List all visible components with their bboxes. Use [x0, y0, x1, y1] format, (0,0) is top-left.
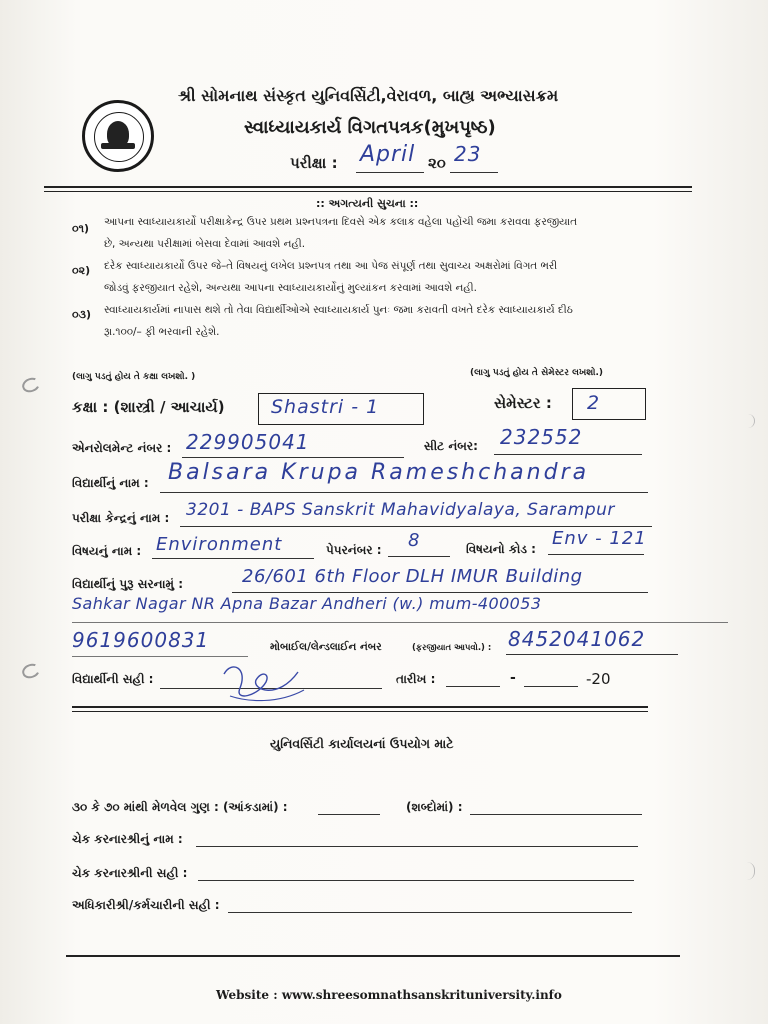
class-label: કક્ષા : (શાસ્ત્રી / આચાર્ય): [72, 398, 225, 416]
instruction-text: છે, અન્યથા પરીક્ષામાં બેસવા દેવામાં આવશે નહી.: [104, 238, 305, 250]
marks-words-label: (શબ્દોમાં) :: [406, 800, 463, 814]
enrollment-label: એનરોલમેન્ટ નંબર :: [72, 441, 172, 455]
marks-label: ૩૦ કે ૭૦ માંથી મેળવેલ ગુણ : (આંકડામાં) :: [72, 800, 288, 814]
instructions-heading: :: અગત્યની સુચના ::: [316, 197, 419, 210]
semester-label: સેમેસ્ટર :: [494, 394, 552, 412]
seat-value[interactable]: 232552: [500, 425, 583, 449]
date-label: તારીખ :: [396, 672, 436, 686]
paper-number-label: પેપરનંબર :: [326, 543, 382, 557]
checker-name-label: ચેક કરનારશ્રીનું નામ :: [72, 832, 183, 846]
date-year: -20: [586, 670, 611, 688]
class-value: Shastri - 1: [271, 396, 380, 418]
enrollment-value[interactable]: 229905041: [186, 430, 310, 454]
phone-value[interactable]: 9619600831: [72, 628, 210, 652]
university-seal-icon: [82, 100, 154, 172]
subject-code-label: વિષયનો કોડ :: [466, 542, 536, 556]
semester-value: 2: [587, 392, 601, 414]
mobile-label: મોબાઈલ/લેન્ડલાઈન નંબર: [270, 641, 382, 653]
student-name-value[interactable]: Balsara Krupa Rameshchandra: [168, 460, 590, 485]
binder-hole-icon: [20, 661, 42, 680]
instruction-text: સ્વાધ્યાયકાર્યમાં નાપાસ થશે તો તેવા વિદ્યાર્થીઓએ સ્વાધ્યાયકાર્ય પુનઃ જમા કરાવતી વખતે દરેક સ્વાધ્યાયકાર્ય દીઠ: [104, 304, 573, 316]
exam-label: પરીક્ષા :: [290, 154, 338, 172]
instruction-text: જોડવું ફરજીયાત રહેશે, અન્યથા આપના સ્વાધ્યાયકાર્યોનું મુલ્યાંકન કરવામાં આવશે નહી.: [104, 282, 477, 294]
class-box[interactable]: [258, 393, 424, 425]
semester-box[interactable]: [572, 388, 646, 420]
student-signature-label: વિદ્યાર્થીની સહી :: [72, 672, 154, 686]
student-name-label: વિદ્યાર્થીનું નામ :: [72, 476, 149, 490]
seat-label: સીટ નંબર:: [424, 439, 478, 453]
exam-month-value: April: [360, 142, 416, 167]
semester-hint: (લાગુ પડતું હોય તે સેમેસ્ટર લખશો.): [470, 368, 604, 378]
student-signature-mark[interactable]: [208, 650, 318, 708]
instruction-text: આપના સ્વાધ્યાયકાર્યો પરીક્ષાકેન્દ્ર ઉપર પ્રથમ પ્રશ્નપત્રના દિવસે એક કલાક વહેલા પહોંચી જમા કરાવવા ફરજીયાત: [104, 216, 577, 228]
instruction-text: દરેક સ્વાધ્યાયકાર્યો ઉપર જે–તે વિષયનું લખેલ પ્રશ્નપત્ર તથા આ પેજ સંપૂર્ણ તથા સુવાચ્ય અક્ષરોમાં વિગત ભરી: [104, 260, 558, 272]
exam-centre-value[interactable]: 3201 - BAPS Sanskrit Mahavidyalaya, Sarampur: [186, 500, 615, 520]
exam-year-value: 23: [454, 142, 482, 166]
office-use-heading: યુનિવર્સિટી કાર્યાલયનાં ઉપયોગ માટે: [270, 736, 454, 751]
mobile-value[interactable]: 8452041062: [508, 627, 646, 651]
paper-number-value[interactable]: 8: [408, 530, 421, 551]
binder-hole-icon: [20, 375, 42, 394]
address-line2-value[interactable]: Sahkar Nagar NR Apna Bazar Andheri (w.) mum-400053: [72, 594, 542, 613]
instruction-number: ૦૧): [72, 222, 90, 235]
subject-code-value[interactable]: Env - 121: [552, 528, 647, 549]
checker-signature-label: ચેક કરનારશ્રીની સહી :: [72, 866, 188, 880]
instruction-text: રૂા.૧૦૦/– ફી ભરવાની રહેશે.: [104, 326, 220, 338]
form-title: સ્વાધ્યાયકાર્ય વિગતપત્રક(મુખપૃષ્ઠ): [244, 117, 496, 138]
exam-centre-label: પરીક્ષા કેન્દ્રનું નામ :: [72, 511, 170, 525]
date-separator: -: [510, 670, 516, 686]
instruction-number: ૦૩): [72, 308, 91, 321]
subject-value[interactable]: Environment: [156, 534, 283, 555]
website-link[interactable]: www.shreesomnathsanskrituniversity.info: [281, 988, 562, 1002]
address-line1-value[interactable]: 26/601 6th Floor DLH IMUR Building: [242, 566, 583, 587]
margin-mark-icon: [742, 414, 755, 428]
subject-label: વિષયનું નામ :: [72, 544, 142, 558]
class-hint: (લાગુ પડતું હોય તે કક્ષા લખશો. ): [72, 372, 196, 382]
website-label: Website :: [216, 988, 278, 1002]
exam-year-prefix: ૨૦: [428, 154, 446, 172]
officer-signature-label: અધિકારીશ્રી/કર્મચારીની સહી :: [72, 898, 220, 912]
margin-mark-icon: [742, 862, 755, 880]
instruction-number: ૦૨): [72, 264, 91, 277]
mobile-hint: (ફરજીયાત આપવો.) :: [412, 643, 492, 653]
address-label: વિદ્યાર્થીનું પુરૂ સરનામું :: [72, 577, 183, 591]
university-title: શ્રી સોમનાથ સંસ્કૃત યુનિવર્સિટી,વેરાવળ, બાહ્ય અભ્યાસક્રમ: [178, 86, 559, 105]
